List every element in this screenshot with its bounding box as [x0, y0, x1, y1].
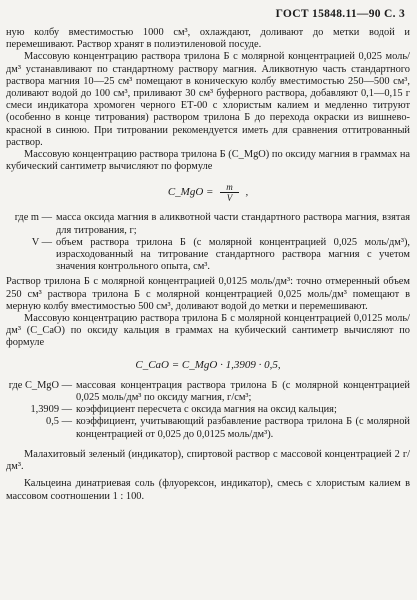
definition-text: коэффициент пересчета с оксида магния на оксид кальция; — [76, 404, 337, 416]
definition-term: где C_MgO — — [8, 379, 72, 391]
definition-row — [6, 404, 410, 416]
definition-text: коэффициент, учитывающий разбавление раствора трилона Б (с молярной концентрацией от 0,025 до 0,0125 моль/дм³). — [76, 416, 410, 440]
definition-row — [6, 416, 410, 440]
definition-text: объем раствора трилона Б (с молярной концентрацией 0,025 моль/дм³), израсходованный на титрование стандартного раствора магния с учетом значения контрольного опыта, см³. — [56, 236, 410, 273]
document-body — [6, 27, 410, 503]
formula-2: C_CaO = C_MgO · 1,3909 · 0,5, — [135, 358, 281, 371]
paragraph-3: Массовую концентрацию раствора трилона Б (C_MgO) по оксиду магния в граммах на кубический сантиметр вычисляют по формуле — [6, 149, 410, 173]
definition-term: 0,5 — — [46, 416, 72, 428]
formula-1-lhs: C_MgO = — [167, 186, 214, 199]
page-header: ГОСТ 15848.11—90 С. 3 — [275, 8, 405, 20]
definition-term: где m — — [14, 212, 52, 224]
definition-row — [6, 380, 410, 404]
paragraph-7: Кальцеина динатриевая соль (флуорексон, индикатор), смесь с хлористым калием в массовом соотношении 1 : 100. — [6, 478, 410, 502]
formula-1-fraction — [220, 182, 239, 203]
paragraph-4: Раствор трилона Б с молярной концентрацией 0,0125 моль/дм³: точно отмеренный объем 250 см³ раствора трилона Б с молярной концентрацией 0,025 моль/дм³ помещают в мерную колбу вместимостью 500 см³, доливают водой до метки и перемешивают. — [6, 276, 410, 312]
definition-row — [6, 237, 410, 274]
formula-1-tail: , — [245, 186, 249, 199]
definition-term: 1,3909 — — [30, 404, 72, 416]
definition-row — [6, 212, 410, 236]
formula-1-numerator: m — [220, 182, 239, 193]
formula-1 — [6, 182, 410, 203]
formula-1-denominator: V — [226, 193, 233, 204]
paragraph-2: Массовую концентрацию раствора трилона Б с молярной концентрацией 0,025 моль/дм³ устанавливают по стандартному раствору магния. Аликвотную часть стандартного раствора магния 10—25 см³ помещают в коническую колбу вместимостью 250—500 см³, доливают водой до 100 см³, приливают 30 см³ буферного раствора, добавляют 0,1—0,15 г смеси индикатора хромоген черного ЕТ-00 с хлористым калием и медленно титруют (особенно в конце титрования) раствором трилона Б до перехода окраски из вишнево-красной в синюю. При титровании рекомендуется иметь для сравнения оттитрованный раствор. — [6, 51, 410, 148]
definitions-1 — [6, 212, 410, 273]
definition-text: массовая концентрация раствора трилона Б (с молярной концентрацией 0,025 моль/дм³ по оксиду магния, г/см³; — [76, 379, 410, 404]
definition-text: масса оксида магния в аликвотной части стандартного раствора магния, взятая для титрования, г; — [56, 212, 410, 236]
paragraph-6: Малахитовый зеленый (индикатор), спиртовой раствор с массовой концентрацией 2 г/дм³. — [6, 448, 410, 473]
paragraph-5: Массовую концентрацию раствора трилона Б с молярной концентрацией 0,0125 моль/дм³ (C_CaO) по оксиду кальция в граммах на кубический сантиметр вычисляют по формуле — [6, 313, 410, 349]
definitions-2 — [6, 380, 410, 441]
definition-term: V — — [31, 236, 52, 248]
paragraph-1: ную колбу вместимостью 1000 см³, охлаждают, доливают до метки водой и перемешивают. Раствор хранят в полиэтиленовой посуде. — [6, 27, 410, 51]
